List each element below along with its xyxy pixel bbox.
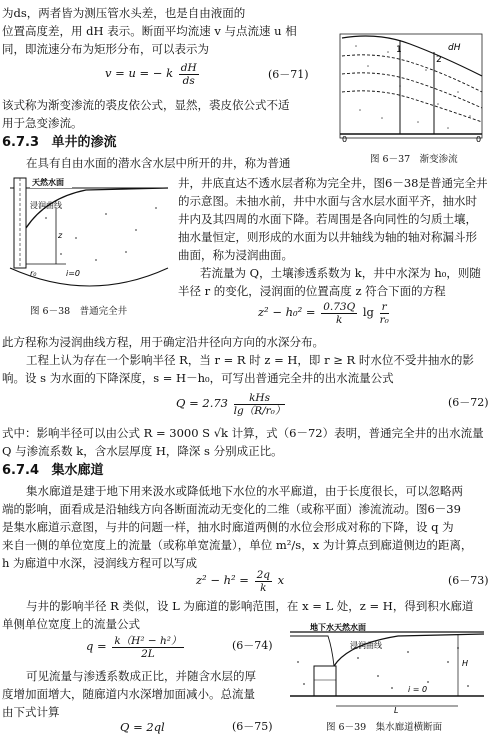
text-line: 抽水量恒定，则形成的水面为以井轴线为轴的轴对称漏斗形 bbox=[178, 230, 477, 244]
label-groundwater-surface: 地下水天然水面 bbox=[310, 623, 366, 632]
label-i0: i = 0 bbox=[408, 685, 428, 694]
text-line: 用于急变渗流。 bbox=[2, 116, 83, 130]
label-z: z bbox=[58, 231, 63, 240]
variable: x bbox=[277, 573, 285, 587]
equation-text: q = bbox=[86, 639, 107, 653]
denominator: k bbox=[260, 581, 267, 594]
fraction bbox=[179, 62, 199, 87]
text-line: 来自一侧的单位宽度上的流量（或称单宽流量），单位 m²/s，x 为计算点到廊道侧边的距离， bbox=[2, 538, 473, 552]
equation-6-74 bbox=[86, 631, 186, 661]
fraction bbox=[255, 569, 272, 594]
equation-number: (6－74) bbox=[232, 639, 273, 652]
denominator: r₀ bbox=[379, 313, 389, 326]
text-line: 是集水廊道示意图，与井的问题一样，抽水时廊道两侧的水位会形成对称的下降，设 q 为 bbox=[2, 520, 454, 534]
denominator: k bbox=[336, 313, 343, 326]
text-line: 端的影响，面看成是沿轴线方向各断面流动无变化的二维（或称平面）渗流流动。图6－39 bbox=[2, 502, 461, 516]
numerator: k（H² − h²） bbox=[114, 634, 182, 647]
numerator: 0.73Q bbox=[323, 300, 356, 313]
label-H: H bbox=[462, 659, 469, 668]
text-line: 井内及其四周的水面下降。若周围是各向同性的匀质土壤， bbox=[178, 212, 477, 226]
figure-6-38-caption: 图 6－38 普通完全井 bbox=[30, 306, 128, 317]
denominator: 2L bbox=[141, 647, 155, 660]
label-r0: r₀ bbox=[30, 269, 37, 278]
equation-text: Q = 2.73 bbox=[176, 396, 228, 410]
section-title: 集水廊道 bbox=[51, 463, 104, 478]
text-line: 位置高度差，用 dH 表示。断面平均流速 v 与点流速 u 相 bbox=[2, 24, 297, 38]
denominator: lg（R/r₀） bbox=[233, 404, 286, 417]
equation-number: (6－72) bbox=[448, 396, 489, 409]
text-line: 此方程称为浸润曲线方程，用于确定沿井径向方向的水深分布。 bbox=[2, 335, 324, 349]
text-line: h 为廊道中水深，浸润线方程可以写成 bbox=[2, 556, 198, 570]
text-line: 集水廊道是建于地下用来汲水或降低地下水位的水平廊道，由于长度很长，可以忽略两 bbox=[26, 484, 463, 498]
text-line: 响。设 s 为水面的下降深度，s = H－h₀，可写出普通完全井的出水流量公式 bbox=[2, 371, 394, 385]
label-i0: i=0 bbox=[66, 269, 81, 278]
equation-number: (6－73) bbox=[448, 574, 489, 587]
figure-6-37-caption: 图 6－37 渐变渗流 bbox=[370, 154, 458, 165]
text-line: 与井的影响半径 R 类似，设 L 为廊道的影响范围，在 x = L 处，z = H，得到积水廊道 bbox=[26, 599, 474, 613]
label-0-right: 0 bbox=[476, 135, 482, 142]
text-line: Q 与渗流系数 k，含水层厚度 H，降深 s 分别成正比。 bbox=[2, 444, 283, 458]
equation-6-73 bbox=[196, 566, 284, 594]
equation-6-75: Q = 2ql bbox=[120, 720, 165, 734]
text-line: 该式称为渐变渗流的裘皮依公式，显然，裘皮依公式不适 bbox=[2, 98, 290, 112]
equation-text: z² − h² = bbox=[196, 573, 249, 587]
section-title: 单井的渗流 bbox=[51, 135, 117, 150]
text-line: 井，井底直达不透水层者称为完全井，图6－38是普通完全井 bbox=[178, 176, 488, 190]
log-symbol: lg bbox=[362, 305, 374, 319]
text-line: 的示意图。未抽水前，井中水面与含水层水面平齐，抽水时 bbox=[178, 194, 477, 208]
numerator: r bbox=[380, 301, 389, 314]
fraction bbox=[234, 392, 286, 417]
equation-text: z² − h₀² = bbox=[258, 305, 316, 319]
label-1: 1 bbox=[396, 45, 402, 55]
fraction bbox=[321, 301, 357, 326]
equation-number: (6－75) bbox=[232, 720, 273, 733]
figure-6-37-diagram bbox=[338, 22, 486, 142]
fraction bbox=[112, 635, 183, 660]
text-line: 若流量为 Q，土壤渗透系数为 k，井中水深为 h₀，则随 bbox=[200, 266, 481, 280]
equation-number: (6－71) bbox=[268, 68, 309, 81]
text-line: 同，即流速分布为矩形分布，可以表示为 bbox=[2, 42, 209, 56]
text-line: 曲面，称为浸润曲面。 bbox=[178, 248, 293, 262]
equation-text: v = u = − k bbox=[105, 66, 174, 80]
label-seepage-curve: 浸润曲线 bbox=[30, 201, 62, 210]
numerator: 2q bbox=[256, 568, 270, 581]
label-natural-surface: 天然水面 bbox=[32, 178, 64, 187]
section-heading-6-7-3 bbox=[2, 134, 117, 152]
figure-6-38-diagram bbox=[6, 168, 172, 298]
section-number: 6.7.4 bbox=[2, 463, 40, 478]
text-line: 为ds，两者皆为测压管水头差，也是自由液面的 bbox=[2, 6, 246, 20]
figure-6-39-diagram bbox=[288, 622, 486, 714]
text-line: 在具有自由水面的潜水含水层中所开的井，称为普通 bbox=[26, 156, 291, 170]
fraction bbox=[380, 301, 389, 326]
text-line: 度增加面增大，随廊道内水深增加面减小。总流量 bbox=[2, 687, 255, 701]
text-line: 单侧单位宽度上的流量公式 bbox=[2, 617, 140, 631]
label-L: L bbox=[394, 706, 399, 714]
equation-6-71 bbox=[105, 60, 201, 87]
text-line: 由下式计算 bbox=[2, 705, 60, 719]
equation-seepage-curve bbox=[258, 298, 391, 326]
text-line: 半径 r 的变化，浸润面的位置高度 z 符合下面的方程 bbox=[178, 284, 446, 298]
label-2: 2 bbox=[436, 55, 442, 65]
label-seepage-curve: 浸润曲线 bbox=[350, 641, 382, 650]
label-0-left: 0 bbox=[342, 135, 348, 142]
section-number: 6.7.3 bbox=[2, 135, 40, 150]
numerator: kHs bbox=[234, 392, 286, 405]
equation-6-72 bbox=[176, 388, 287, 418]
text-line: 式中：影响半径可以由公式 R = 3000 S √k 计算，式（6－72）表明，普通完全井的出水流量 bbox=[2, 426, 484, 440]
label-dh: dH bbox=[448, 43, 461, 53]
text-line: 可见流量与渗透系数成正比，并随含水层的厚 bbox=[26, 669, 256, 683]
denominator: ds bbox=[182, 74, 195, 87]
section-heading-6-7-4 bbox=[2, 462, 104, 480]
numerator: dH bbox=[180, 61, 197, 74]
figure-6-39-caption: 图 6－39 集水廊道横断面 bbox=[326, 722, 443, 733]
text-line: 工程上认为存在一个影响半径 R，当 r = R 时 z = H，即 r ≥ R 时水位不受井抽水的影 bbox=[26, 353, 474, 367]
